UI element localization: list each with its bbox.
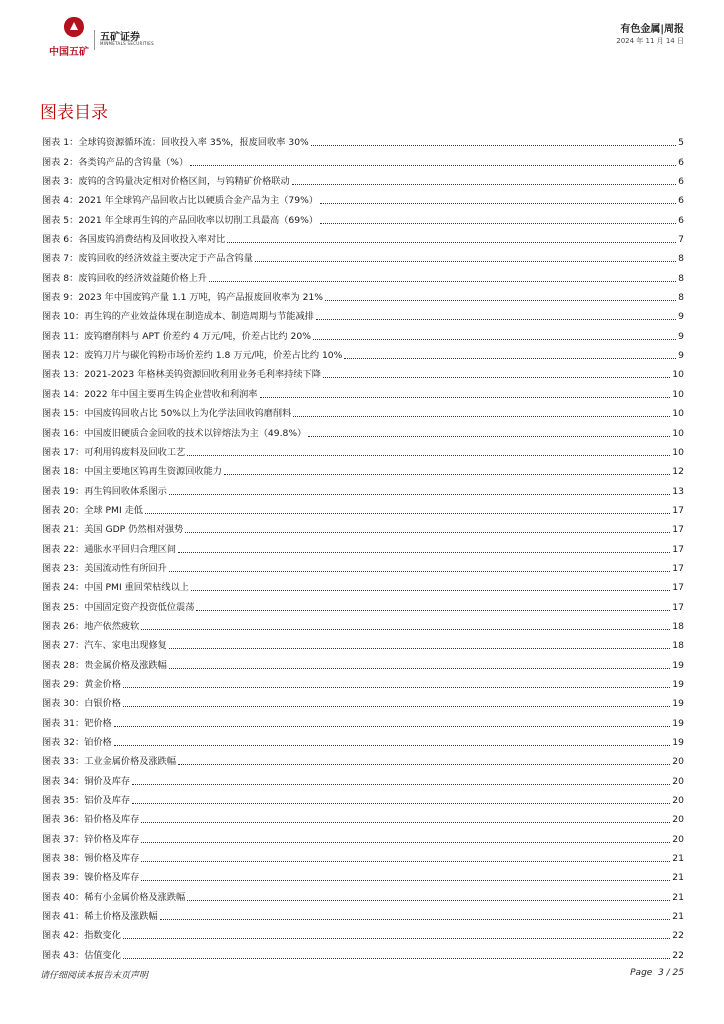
toc-entry-title: 镍价格及库存 xyxy=(84,872,140,884)
report-date: 2024 年 11 月 14 日 xyxy=(616,37,684,45)
toc-entry[interactable] xyxy=(42,883,684,902)
toc-dot-leader xyxy=(209,280,676,282)
toc-entry-page: 6 xyxy=(678,156,684,168)
toc-entry[interactable] xyxy=(42,787,684,806)
toc-entry-title: 各类钨产品的含钨量（%） xyxy=(78,156,189,168)
toc-entry-page: 9 xyxy=(678,311,684,323)
toc-dot-leader xyxy=(178,551,670,553)
toc-entry-title: 稀有小金属价格及涨跌幅 xyxy=(84,891,186,903)
toc-dot-leader xyxy=(123,686,670,688)
toc-entry-label: 图表 33： xyxy=(42,756,85,768)
toc-entry-page: 22 xyxy=(672,930,684,942)
toc-dot-leader xyxy=(325,299,676,301)
report-category: 有色金属|周报 xyxy=(620,24,684,35)
toc-entry-label: 图表 1： xyxy=(42,137,79,149)
toc-entry-page: 22 xyxy=(672,949,684,961)
toc-entry-page: 21 xyxy=(672,891,684,903)
toc-entry-label: 图表 10： xyxy=(42,311,85,323)
toc-dot-leader xyxy=(169,647,670,649)
toc-entry-label: 图表 35： xyxy=(42,795,85,807)
toc-entry[interactable] xyxy=(42,613,684,632)
toc-entry-page: 12 xyxy=(672,466,684,478)
toc-dot-leader xyxy=(187,899,670,901)
toc-entry-title: 铅价格及库存 xyxy=(84,814,140,826)
toc-entry-label: 图表 11： xyxy=(42,330,85,342)
toc-entry[interactable] xyxy=(42,903,684,922)
toc-entry-title: 稀土价格及涨跌幅 xyxy=(84,911,158,923)
toc-entry-label: 图表 32： xyxy=(42,737,85,748)
toc-entry[interactable] xyxy=(42,342,684,361)
toc-entry-label: 图表 25： xyxy=(42,601,85,613)
toc-dot-leader xyxy=(191,589,670,591)
toc-dot-leader xyxy=(169,570,670,572)
toc-entry-title: 铂价格 xyxy=(84,737,112,748)
toc-entry-page: 18 xyxy=(672,620,684,632)
company-logo xyxy=(40,16,180,56)
toc-entry-title: 2021 年全球钨产品回收占比以硬质合金产品为主（79%） xyxy=(78,195,319,207)
toc-entry-label: 图表 29： xyxy=(42,678,85,690)
page-label: Page xyxy=(630,968,653,978)
footer-page-number xyxy=(630,968,684,978)
toc-entry-page: 19 xyxy=(672,678,684,690)
toc-entry-page: 19 xyxy=(672,698,684,710)
toc-entry-page: 13 xyxy=(672,485,684,497)
toc-dot-leader xyxy=(141,628,670,630)
toc-entry-title: 废钨磨削料与 APT 价差约 4 万元/吨，价差占比约 20% xyxy=(84,330,311,342)
minmetals-logo-icon xyxy=(62,16,86,42)
toc-entry-page: 10 xyxy=(672,388,684,400)
toc-entry-title: 2021-2023 年格林美钨资源回收利用业务毛利率持续下降 xyxy=(84,369,321,381)
toc-dot-leader xyxy=(255,260,676,262)
toc-entry-label: 图表 40： xyxy=(42,891,85,903)
toc-entry-title: 铝价及库存 xyxy=(84,795,131,807)
toc-entry-label: 图表 31： xyxy=(42,717,85,729)
toc-entry-title: 2021 年全球再生钨的产品回收率以切削工具最高（69%） xyxy=(78,214,319,226)
toc-entry-page: 10 xyxy=(672,408,684,420)
toc-entry-page: 20 xyxy=(672,775,684,787)
toc-entry-title: 汽车、家电出现修复 xyxy=(84,640,167,652)
toc-entry-page: 6 xyxy=(678,195,684,207)
toc-entry[interactable] xyxy=(42,361,684,380)
toc-entry-label: 图表 15： xyxy=(42,408,85,420)
toc-entry[interactable] xyxy=(42,555,684,574)
toc-entry[interactable] xyxy=(42,303,684,322)
toc-entry[interactable] xyxy=(42,748,684,767)
toc-entry-page: 9 xyxy=(678,330,684,342)
toc-dot-leader xyxy=(292,183,676,185)
toc-entry-label: 图表 9： xyxy=(42,292,79,304)
toc-entry[interactable] xyxy=(42,226,684,245)
toc-entry-page: 8 xyxy=(678,292,684,304)
toc-dot-leader xyxy=(145,512,670,514)
toc-entry-title: 黄金价格 xyxy=(84,678,121,690)
toc-entry-page: 17 xyxy=(672,524,684,536)
toc-entry-page: 17 xyxy=(672,543,684,555)
toc-entry-label: 图表 30： xyxy=(42,698,85,710)
toc-entry[interactable] xyxy=(42,322,684,341)
toc-entry-page: 10 xyxy=(672,446,684,458)
toc-entry-page: 17 xyxy=(672,582,684,594)
toc-entry-label: 图表 34： xyxy=(42,775,85,787)
toc-dot-leader xyxy=(178,763,670,765)
toc-dot-leader xyxy=(123,705,670,707)
toc-entry[interactable] xyxy=(42,477,684,496)
toc-entry-title: 2023 年中国废钨产量 1.1 万吨，钨产品报废回收率为 21% xyxy=(78,292,324,304)
toc-entry-page: 19 xyxy=(672,717,684,729)
logo-chinese-name: 中国五矿 xyxy=(49,47,89,58)
logo-english-name: MINMETALS SECURITIES xyxy=(100,41,154,46)
toc-entry-page: 9 xyxy=(678,350,684,362)
toc-entry-page: 20 xyxy=(672,833,684,845)
toc-dot-leader xyxy=(123,937,670,939)
toc-entry[interactable] xyxy=(42,864,684,883)
toc-entry[interactable] xyxy=(42,593,684,612)
toc-entry-page: 17 xyxy=(672,504,684,516)
toc-entry[interactable] xyxy=(42,825,684,844)
toc-dot-leader xyxy=(160,918,671,920)
toc-entry-label: 图表 19： xyxy=(42,485,85,497)
toc-entry[interactable] xyxy=(42,245,684,264)
toc-entry-label: 图表 17： xyxy=(42,446,85,458)
toc-entry-label: 图表 39： xyxy=(42,872,85,884)
toc-entry[interactable] xyxy=(42,651,684,670)
toc-dot-leader xyxy=(313,338,676,340)
toc-entry-page: 21 xyxy=(672,872,684,884)
toc-entry-title: 废钨回收的经济效益随价格上升 xyxy=(78,272,207,284)
toc-entry[interactable] xyxy=(42,497,684,516)
toc-entry-label: 图表 26： xyxy=(42,620,85,632)
toc-dot-leader xyxy=(316,318,676,320)
toc-entry[interactable] xyxy=(42,439,684,458)
toc-entry-label: 图表 43： xyxy=(42,949,85,961)
toc-entry-page: 10 xyxy=(672,427,684,439)
toc-entry-title: 中国废旧硬质合金回收的技术以锌熔法为主（49.8%） xyxy=(84,427,307,439)
toc-entry-page: 18 xyxy=(672,640,684,652)
toc-dot-leader xyxy=(132,802,670,804)
toc-entry-title: 白银价格 xyxy=(84,698,121,710)
page-value: 3 / 25 xyxy=(658,968,684,978)
toc-entry-label: 图表 27： xyxy=(42,640,85,652)
toc-entry[interactable] xyxy=(42,535,684,554)
toc-entry-page: 5 xyxy=(678,137,684,149)
toc-entry-label: 图表 12： xyxy=(42,350,85,362)
toc-dot-leader xyxy=(224,473,670,475)
toc-entry-title: 指数变化 xyxy=(84,930,121,942)
toc-entry[interactable] xyxy=(42,845,684,864)
toc-entry[interactable] xyxy=(42,419,684,438)
toc-entry-title: 中国固定资产投资低位震荡 xyxy=(84,601,195,613)
toc-entry-title: 废钨刀片与碳化钨粉市场价差约 1.8 万元/吨，价差占比约 10% xyxy=(84,350,343,362)
toc-entry[interactable] xyxy=(42,458,684,477)
toc-entry-title: 美国流动性有所回升 xyxy=(84,562,167,574)
toc-entry-label: 图表 28： xyxy=(42,659,85,671)
toc-entry-page: 10 xyxy=(672,369,684,381)
toc-entry-page: 6 xyxy=(678,214,684,226)
toc-entry[interactable] xyxy=(42,709,684,728)
toc-title: 图表目录 xyxy=(40,103,108,123)
toc-dot-leader xyxy=(114,725,671,727)
toc-entry[interactable] xyxy=(42,129,684,148)
toc-entry-page: 17 xyxy=(672,601,684,613)
toc-entry-page: 20 xyxy=(672,795,684,807)
toc-entry-title: 可利用钨废料及回收工艺 xyxy=(84,446,186,458)
toc-dot-leader xyxy=(293,415,670,417)
toc-entry-label: 图表 4： xyxy=(42,195,79,207)
toc-entry[interactable] xyxy=(42,941,684,960)
toc-entry-label: 图表 42： xyxy=(42,930,85,942)
toc-dot-leader xyxy=(141,879,670,881)
toc-entry[interactable] xyxy=(42,516,684,535)
toc-entry-title: 2022 年中国主要再生钨企业营收和利润率 xyxy=(84,388,258,400)
toc-dot-leader xyxy=(169,493,670,495)
toc-entry-label: 图表 36： xyxy=(42,814,85,826)
toc-dot-leader xyxy=(114,744,671,746)
toc-entry[interactable] xyxy=(42,729,684,748)
toc-entry-label: 图表 2： xyxy=(42,156,79,168)
toc-entry-label: 图表 8： xyxy=(42,272,79,284)
toc-entry-title: 中国废钨回收占比 50%以上为化学法回收钨磨削料 xyxy=(84,408,292,420)
toc-entry[interactable] xyxy=(42,671,684,690)
toc-entry-label: 图表 24： xyxy=(42,582,85,594)
toc-entry-label: 图表 18： xyxy=(42,466,85,478)
toc-entry-title: 废钨回收的经济效益主要决定于产品含钨量 xyxy=(78,253,253,265)
toc-dot-leader xyxy=(169,667,670,669)
toc-entry-label: 图表 22： xyxy=(42,543,85,555)
toc-entry-title: 铜价及库存 xyxy=(84,775,131,787)
toc-entry-page: 19 xyxy=(672,737,684,748)
toc-dot-leader xyxy=(141,860,670,862)
toc-dot-leader xyxy=(187,454,670,456)
toc-entry[interactable] xyxy=(42,206,684,225)
toc-entry-title: 通胀水平回归合理区间 xyxy=(84,543,177,555)
footer-disclaimer: 请仔细阅读本报告末页声明 xyxy=(40,971,149,981)
toc-entry-title: 估值变化 xyxy=(84,949,121,961)
toc-entry[interactable] xyxy=(42,400,684,419)
toc-entry[interactable] xyxy=(42,806,684,825)
toc-entry-title: 工业金属价格及涨跌幅 xyxy=(84,756,177,768)
toc-entry-page: 21 xyxy=(672,911,684,923)
toc-dot-leader xyxy=(308,435,670,437)
toc-dot-leader xyxy=(311,144,676,146)
toc-entry-label: 图表 14： xyxy=(42,388,85,400)
toc-entry-page: 6 xyxy=(678,176,684,188)
toc-entry-label: 图表 37： xyxy=(42,833,85,845)
toc-entry-label: 图表 38： xyxy=(42,853,85,865)
toc-entry[interactable] xyxy=(42,767,684,786)
toc-entry-page: 21 xyxy=(672,853,684,865)
toc-entry[interactable] xyxy=(42,574,684,593)
toc-entry-label: 图表 23： xyxy=(42,562,85,574)
toc-entry-page: 19 xyxy=(672,659,684,671)
page-header xyxy=(0,0,724,70)
toc-entry-title: 再生钨的产业效益体现在制造成本、制造周期与节能减排 xyxy=(84,311,314,323)
toc-entry-title: 全球钨资源循环流：回收投入率 35%，报废回收率 30% xyxy=(78,137,309,149)
toc-entry[interactable] xyxy=(42,632,684,651)
toc-entry-page: 8 xyxy=(678,272,684,284)
toc-dot-leader xyxy=(123,957,670,959)
toc-entry-label: 图表 20： xyxy=(42,504,85,516)
toc-list xyxy=(42,129,684,961)
toc-entry-page: 8 xyxy=(678,253,684,265)
toc-entry-page: 20 xyxy=(672,814,684,826)
toc-dot-leader xyxy=(185,531,670,533)
toc-entry[interactable] xyxy=(42,264,684,283)
toc-entry-label: 图表 16： xyxy=(42,427,85,439)
toc-dot-leader xyxy=(320,222,676,224)
toc-entry-title: 锌价格及库存 xyxy=(84,833,140,845)
toc-dot-leader xyxy=(227,241,676,243)
toc-entry-title: 全球 PMI 走低 xyxy=(84,504,143,516)
toc-entry-label: 图表 3： xyxy=(42,176,79,188)
logo-divider xyxy=(94,30,95,50)
toc-dot-leader xyxy=(260,396,671,398)
toc-entry-page: 17 xyxy=(672,562,684,574)
toc-entry-label: 图表 6： xyxy=(42,234,79,246)
toc-entry[interactable] xyxy=(42,380,684,399)
toc-dot-leader xyxy=(323,376,670,378)
toc-entry-page: 7 xyxy=(678,234,684,246)
toc-entry-page: 20 xyxy=(672,756,684,768)
toc-entry[interactable] xyxy=(42,690,684,709)
logo-brand-name: 五矿证券 xyxy=(100,32,140,43)
toc-entry-label: 图表 13： xyxy=(42,369,85,381)
toc-entry-title: 钯价格 xyxy=(84,717,112,729)
toc-entry[interactable] xyxy=(42,187,684,206)
toc-dot-leader xyxy=(320,202,676,204)
toc-entry-title: 各国废钨消费结构及回收投入率对比 xyxy=(78,234,226,246)
toc-entry[interactable] xyxy=(42,148,684,167)
toc-entry-title: 贵金属价格及涨跌幅 xyxy=(84,659,167,671)
toc-entry[interactable] xyxy=(42,922,684,941)
toc-entry-title: 中国主要地区钨再生资源回收能力 xyxy=(84,466,222,478)
toc-entry-label: 图表 7： xyxy=(42,253,79,265)
toc-entry-label: 图表 5： xyxy=(42,214,79,226)
toc-dot-leader xyxy=(132,783,670,785)
toc-entry-title: 再生钨回收体系图示 xyxy=(84,485,167,497)
toc-entry-label: 图表 21： xyxy=(42,524,85,536)
toc-entry[interactable] xyxy=(42,284,684,303)
toc-dot-leader xyxy=(141,821,670,823)
toc-entry-title: 锡价格及库存 xyxy=(84,853,140,865)
toc-entry-title: 美国 GDP 仍然相对强势 xyxy=(84,524,184,536)
toc-dot-leader xyxy=(190,164,676,166)
toc-entry-title: 废钨的含钨量决定相对价格区间，与钨精矿价格联动 xyxy=(78,176,290,188)
toc-entry-title: 地产依然疲软 xyxy=(84,620,140,632)
toc-entry[interactable] xyxy=(42,168,684,187)
toc-dot-leader xyxy=(196,609,670,611)
toc-dot-leader xyxy=(344,357,676,359)
toc-entry-label: 图表 41： xyxy=(42,911,85,923)
toc-entry-title: 中国 PMI 重回荣枯线以上 xyxy=(84,582,189,594)
toc-dot-leader xyxy=(141,841,670,843)
